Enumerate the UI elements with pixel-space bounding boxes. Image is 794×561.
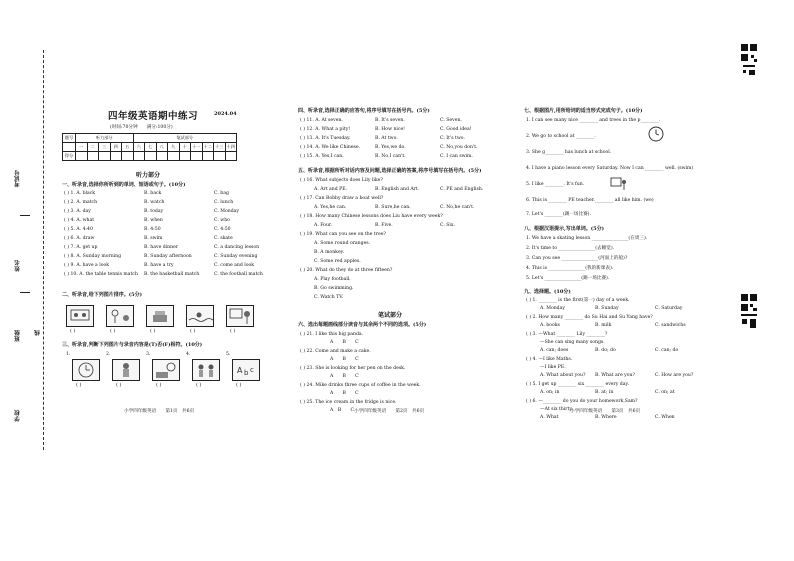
score-col: 三 <box>99 143 111 152</box>
list-item: 3. Can you see ________________(河面上的船)? <box>526 256 628 261</box>
list-item: 4. This is ________________(我的新课表). <box>526 266 614 271</box>
list-item: ( ) 7. A. get up B. have dinner C. a dancing lesson <box>64 245 260 250</box>
list-item: ( ) 16. What subjects does Lily like? <box>300 178 383 183</box>
svg-text:b: b <box>244 369 249 377</box>
score-col: 十二 <box>202 143 214 152</box>
list-item: 1. We have a skating lesson ________________(在周三). <box>526 236 648 241</box>
score-col: 十一 <box>191 143 203 152</box>
score-col: 四 <box>110 143 122 152</box>
page-title: 四年级英语期中练习 <box>108 111 199 122</box>
score-col: 二 <box>87 143 99 152</box>
list-item: ( ) 8. A. Sunday morning B. Sunday afternoon C. Sunday evening <box>64 254 258 259</box>
list-item: ( ) 6. —________ do you do your homework,Sam? <box>526 399 638 404</box>
score-table <box>62 133 237 161</box>
exam-subtitle: (时间:70分钟 满分:100分) <box>110 125 173 130</box>
list-item: ( ) 5. A. 4:40 B. 4:50 C. 4:50 <box>64 227 231 232</box>
exam-date: 2024.04 <box>214 111 237 117</box>
list-item: ( ) 12. A. What a pity! B. How nice! C. Good idea! <box>300 127 472 132</box>
list-item: C. Some red apples. <box>314 259 361 264</box>
answer-bracket[interactable]: ( ) <box>76 382 82 388</box>
written-section-title: 笔试部分 <box>378 312 403 319</box>
class-label: 班级 <box>15 330 21 342</box>
score-head-written: 笔试部分 <box>133 134 237 143</box>
list-item: ( ) 21. I like this big panda. <box>300 332 364 337</box>
list-item: A. What about you? B. What are you? C. How are you? <box>540 373 694 378</box>
score-head-num: 题号 <box>63 134 76 143</box>
name-label: 姓名 <box>15 260 21 272</box>
answer-bracket[interactable]: ( ) <box>150 328 156 334</box>
painting-icon <box>610 176 628 190</box>
clock-picture <box>72 359 100 381</box>
page-footer: 小学四年级英语 第1页 共6页 <box>124 409 195 414</box>
list-item: A. Four. B. Five. C. Six. <box>314 223 455 228</box>
answer-bracket[interactable]: ( ) <box>70 328 76 334</box>
svg-text:A: A <box>237 366 243 375</box>
answer-bracket[interactable]: ( ) <box>236 382 242 388</box>
answer-bracket[interactable]: ( ) <box>110 328 116 334</box>
qr-code-icon <box>739 42 759 78</box>
list-item: 3. She g________ has lunch at school. <box>526 150 612 155</box>
score-row-label: 得分 <box>63 152 76 161</box>
list-item: ( ) 22. Come and make a cake. <box>300 349 371 354</box>
q3-title: 三、听录音,判断下列图片与录音内容是(T)否(F)相符。(10分) <box>62 342 203 348</box>
q6-list <box>300 332 504 417</box>
q4-title: 四、听录音,选择正确的应答句,将序号填写在括号内。(5分) <box>298 108 430 114</box>
binding-line-label: 线 <box>35 330 41 336</box>
list-item: ( ) 18. How many Chinese lessons does Liu have every week? <box>300 214 443 219</box>
list-item: ( ) 4. —I like Maths. <box>526 357 573 362</box>
list-item: B. A monkey. <box>314 250 345 255</box>
page-footer: 小学四年级英语 第3页 共6页 <box>570 409 641 414</box>
qr-code-icon <box>739 292 759 332</box>
answer-bracket[interactable]: ( ) <box>116 382 122 388</box>
q3-num: 4. <box>186 352 191 357</box>
list-item: A. Yes,he can. B. Sure,he can. C. No,he can't. <box>314 205 475 210</box>
binding-dash-line <box>43 50 44 450</box>
list-item: 7. Let's ________(踢一场比赛). <box>526 212 591 217</box>
list-item: ( ) 14. A. We like Chinese. B. Yes,we do. C. No,you don't. <box>300 145 478 150</box>
score-col: 五 <box>122 143 134 152</box>
teacher-picture <box>226 305 254 327</box>
q2-title: 二、听录音,给下列图片排序。(5分) <box>62 292 142 298</box>
list-item: ( ) 19. What can you see on the tree? <box>300 232 386 237</box>
score-col: 九 <box>168 143 180 152</box>
list-item: ( ) 24. Mike drinks three cups of coffee in the week. <box>300 383 421 388</box>
q3-num: 5. <box>226 352 231 357</box>
name-blank <box>20 292 30 293</box>
list-item: 1. I can see many nice ________ and trees in the p________. <box>526 118 661 123</box>
list-item: ( ) 20. What do they do at three fifteen? <box>300 268 393 273</box>
exam-no-label: 考试号 <box>15 170 21 187</box>
exam-paper <box>12 30 757 535</box>
list-item: A. on; in B. at; in C. on; at <box>540 390 675 395</box>
list-item: ( ) 13. A. It's Tuesday. B. At two. C. It's two. <box>300 136 465 141</box>
list-item: ( ) 5. I get up ________ six ________ every day. <box>526 382 629 387</box>
list-item: ( ) 2. A. match B. watch C. lunch <box>64 200 234 205</box>
list-item: A. can; does B. do; do C. can; do <box>540 348 679 353</box>
school-label: 学校 <box>15 410 21 422</box>
list-item: —She can sing many songs. <box>540 340 605 345</box>
children-picture <box>192 359 220 381</box>
score-col: 十 <box>179 143 191 152</box>
clock-icon <box>648 126 664 142</box>
list-item: ( ) 4. A. what B. when C. who <box>64 218 230 223</box>
list-item: A. Some round oranges. <box>314 241 371 246</box>
playing-picture <box>106 305 134 327</box>
score-col: 十四 <box>225 143 237 152</box>
abc-picture <box>232 359 260 381</box>
list-item: 5. I like ________. It's fun. <box>526 182 585 187</box>
answer-bracket[interactable]: ( ) <box>196 382 202 388</box>
list-item: ( ) 23. She is looking for her pen on the desk. <box>300 366 406 371</box>
cake-picture <box>146 305 174 327</box>
score-col: 七 <box>145 143 157 152</box>
score-head-listen: 听力部分 <box>76 134 134 143</box>
list-item: 5. Let's ________________(踢一场比赛). <box>526 276 610 281</box>
list-item: A B C <box>330 374 359 379</box>
list-item: ( ) 25. The ice cream in the fridge is nice. <box>300 400 397 405</box>
list-item: ( ) 1. A. black B. back C. bag <box>64 191 229 196</box>
list-item: 4. I have a piano lesson every Saturday. Now I can ________ well. (swim) <box>526 166 694 171</box>
listening-section-title: 听力部分 <box>136 172 161 179</box>
list-item: B. Go swimming. <box>314 286 354 291</box>
score-col: 一 <box>76 143 88 152</box>
list-item: A. Play football. <box>314 277 351 282</box>
q1-title: 一、听录音,选择你所听到的单词、短语或句子。(10分) <box>62 182 186 188</box>
answer-bracket[interactable]: ( ) <box>190 328 196 334</box>
list-item: —At six thirty. <box>540 407 573 412</box>
list-item: A B C <box>330 408 354 413</box>
q3-num: 2. <box>106 352 111 357</box>
q3-num: 3. <box>146 352 151 357</box>
list-item: ( ) 2. How many ________ do Su Hai and Su Yang have? <box>526 315 653 320</box>
q4-list <box>300 118 504 163</box>
score-col: 十三 <box>214 143 226 152</box>
answer-bracket[interactable]: ( ) <box>230 328 236 334</box>
list-item: —I like PE. <box>540 365 566 370</box>
list-item: A. Monday B. Sunday C. Saturday <box>540 306 683 311</box>
answer-bracket[interactable]: ( ) <box>156 382 162 388</box>
list-item: C. Watch TV. <box>314 295 344 300</box>
list-item: A B C <box>330 340 359 345</box>
q8-title: 八、根据汉语提示,写出单词。(5分) <box>524 226 604 232</box>
q3-num: 1. <box>66 352 71 357</box>
q7-title: 七、根据图片,用所给词的适当形式完成句子。(10分) <box>524 108 643 114</box>
q1-list <box>64 191 284 281</box>
list-item: 2. It's time to ________________(去睡觉). <box>526 246 615 251</box>
list-item: ( ) 9. A. have a look B. have a try C. come and look <box>64 263 255 268</box>
page-footer: 小学四年级英语 第2页 共6页 <box>354 409 425 414</box>
list-item: ( ) 11. A. At seven. B. It's seven. C. Seven. <box>300 118 462 123</box>
svg-text:c: c <box>250 366 254 374</box>
list-item: A B C <box>330 357 359 362</box>
list-item: A B C <box>330 391 359 396</box>
list-item: A. Art and PE. B. English and Art. C. PE and English. <box>314 187 484 192</box>
boy-picture <box>112 359 140 381</box>
q9-title: 九、选择题。(10分) <box>524 289 571 295</box>
clock-wall-picture <box>152 359 180 381</box>
list-item: ( ) 17. Can Bobby draw a boat well? <box>300 196 384 201</box>
list-item: ( ) 3. —What ________ Lily ________? <box>526 332 608 337</box>
q6-title: 六、选出每题画线部分读音与其余两个不同的选项。(5分) <box>298 322 427 328</box>
list-item: ( ) 6. A. draw B. swim C. skate <box>64 236 233 241</box>
score-col: 八 <box>156 143 168 152</box>
lesson-picture <box>66 305 94 327</box>
q5-title: 五、听录音,根据所听对话内容及问题,选择正确的答案,将序号填写在括号内。(5分) <box>298 168 482 174</box>
q5-list <box>300 178 504 304</box>
exam-no-blank <box>20 215 30 216</box>
score-col: 六 <box>133 143 145 152</box>
list-item: A. What B. Where C. When <box>540 415 675 420</box>
swimming-picture <box>186 305 214 327</box>
list-item: ( ) 3. A. day B. today C. Monday <box>64 209 239 214</box>
list-item: A. books B. milk C. sandwichs <box>540 323 686 328</box>
list-item: ( ) 1. ________ is the first(第一) day of a week. <box>526 298 630 303</box>
list-item: ( ) 15. A. Yes,I can. B. No,I can't. C. I can swim. <box>300 154 473 159</box>
q9-list <box>526 298 720 424</box>
list-item: ( ) 10. A. the table tennis match B. the basketball match C. the football match <box>64 272 263 277</box>
list-item: 6. This is ________ PE teacher.________ all like him. (we) <box>526 198 654 203</box>
list-item: 2. We go to school at ________. <box>526 134 596 139</box>
